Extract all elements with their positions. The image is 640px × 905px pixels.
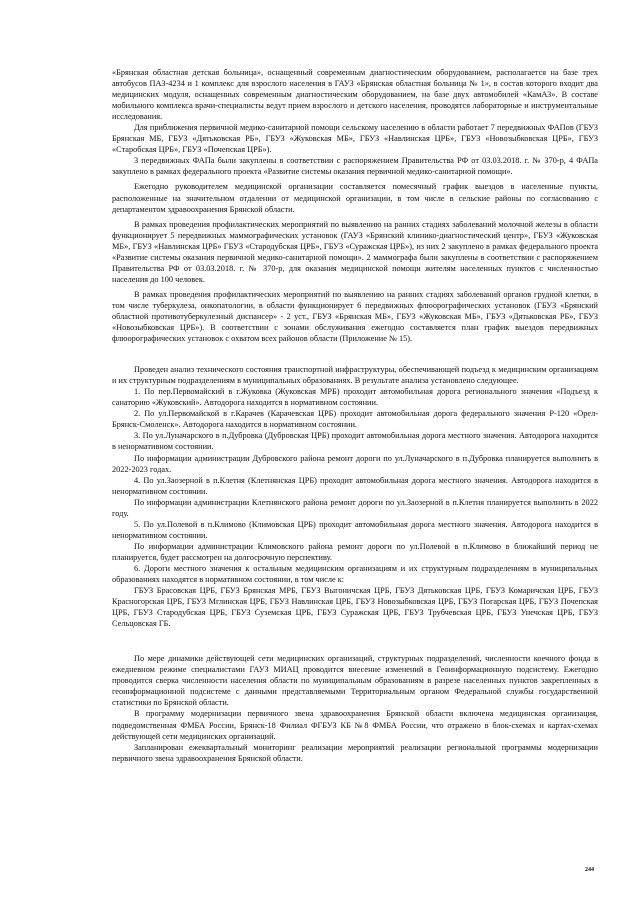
paragraph-visit-schedule: Ежегодно руководителем медицинской организации составляется помесячный график выездов в населенные пункты, расположенные на значительном отдалении от медицинской организации, в том числе в сельские районы по согласованию с департаментом здравоохранения Брянской области. bbox=[112, 182, 598, 214]
paragraph-organization-list: ГБУЗ Брасовская ЦРБ, ГБУЗ Брянская МРБ, ГБУЗ Выгоничская ЦРБ, ГБУЗ Дятьковская ЦРБ, ГБУЗ Комаричская ЦРБ, ГБУЗ Красногорская ЦРБ, ГБУЗ Мглинская ЦРБ, ГБУЗ Навлинская ЦРБ, ГБУЗ Новозыбковская ЦРБ, ГБУЗ Погарская ЦРБ, ГБУЗ Почепская ЦРБ, ГБУЗ Стародубская ЦРБ, ГБУЗ Суземская ЦРБ, ГБУЗ Суражская ЦРБ, ГБУЗ Трубчевская ЦРБ, ГБУЗ Унечская ЦРБ, ГБУЗ Сельцовская ГБ. bbox=[112, 586, 598, 629]
paragraph-other-roads: 6. Дороги местного значения к остальным медицинским организациям и их структурным подразделениям в муниципальных образованиях находятся в нормативном состоянии, в том числе к: bbox=[112, 563, 598, 585]
paragraph-kletnya-repair: По информации администрации Клетнянского района ремонт дороги по ул.Заозерной в п.Клетня планируется выполнить в 2022 году. bbox=[112, 497, 598, 518]
paragraph-geoinformation: По мере динамики действующей сети медицинских организаций, структурных подразделений, численности коечного фонда в ежедневном режиме специалистами ГАУЗ МИАЦ проводится внесение изменений в Геоинформационную подсистему. Ежегодно проводится сверка численности населения области по муниципальным образованиям в разрезе населенных пунктов закрепленных в геоинформационной подсистеме с данными представляемыми Территориальным органом Федеральной службы государственной статистики по Брянской области. bbox=[112, 654, 598, 708]
paragraph-road-kletnya: 4. По ул.Заозерной в п.Клетня (Клетнянская ЦРБ) проходит автомобильная дорога местного значения. Автодорога находится в ненормативном состоянии. bbox=[112, 475, 598, 496]
paragraph-fap-purchase: 3 передвижных ФАПа были закуплены в соответствии с распоряжением Правительства РФ от 03.03.2018. г. № 370-р, 4 ФАПа закуплено в рамках федерального проекта «Развитие системы оказания первичной медико-санитарной помощи». bbox=[112, 156, 598, 177]
paragraph-transport-analysis: Проведен анализ технического состояния транспортной инфраструктуры, обеспечивающей подъезд к медицинским организациям и их структурным подразделениям в муниципальных образованиях. В результате анализа установлено следующее. bbox=[112, 365, 598, 386]
paragraph-klimovo-repair: По информации администрации Климовского района ремонт дороги по ул.Полевой в п.Климово в ближайший период не планируется, будет рассмотрен на долгосрочную перспективу. bbox=[112, 541, 598, 562]
paragraph-road-karachev: 2. По ул.Первомайской в г.Карачев (Карачевская ЦРБ) проходит автомобильная дорога федерального значения Р-120 «Орел-Брянск-Смоленск». Автодорога находится в нормативном состоянии. bbox=[112, 409, 598, 430]
paragraph-fluorography: В рамках проведения профилактических мероприятий по выявлению на ранних стадиях заболеваний органов грудной клетки, в том числе туберкулеза, онкопатологии, в области функционирует 6 передвижных флюорографических установок (ГБУЗ «Брянский областной противотуберкулезный диспансер» - 2 уст., ГБУЗ «Брянская МБ», ГБУЗ «Жуковская МБ», ГБУЗ «Дятьковская РБ», ГБУЗ «Новозыбковская ЦРБ»). В соответствии с зонами обслуживания ежегодно составляется план график выездов передвижных флюорографических установок с охватом всех районов области (Приложение № 15). bbox=[112, 289, 598, 344]
paragraph-road-dubrovka: 3. По ул.Луначарского в п.Дубровка (Дубровская ЦРБ) проходит автомобильная дорога местного значения. Автодорога находится в ненормативном состоянии. bbox=[112, 431, 598, 452]
paragraph-road-klimovo: 5. По ул.Полевой в п.Климово (Климовская ЦРБ) проходит автомобильная дорога местного значения. Автодорога находится в ненормативном состоянии. bbox=[112, 519, 598, 540]
paragraph-road-zhukovka: 1. По пер.Первомайский в г.Жуковка (Жуковская МРБ) проходит автомобильная дорога регионального значения «Подъезд к санаторию «Жуковский». Автодорога находится в нормативном состоянии. bbox=[112, 387, 598, 408]
paragraph-mobile-fap: Для приближения первичной медико-санитарной помощи сельскому населению в области работает 7 передвижных ФАПов (ГБУЗ Брянская МБ, ГБУЗ «Дятьковская РБ», ГБУЗ «Жуковская МБ», ГБУЗ «Навлинская ЦРБ», ГБУЗ «Новозыбковская ЦРБ», ГБУЗ «Старобская ЦРБ», ГБУЗ «Почепская ЦРБ»). bbox=[112, 123, 598, 155]
document-body bbox=[112, 67, 598, 764]
page-number: 244 bbox=[585, 867, 594, 873]
paragraph-mammography: В рамках проведения профилактических мероприятий по выявлению на ранних стадиях заболеваний молочной железы в области функционирует 5 передвижных маммографических установок (ГАУЗ «Брянский клинико-диагностический центр», ГБУЗ «Жуковская МБ», ГБУЗ «Навлинская ЦРБ» ГБУЗ «Стародубская ЦРБ», ГБУЗ «Суражская ЦРБ»), из них 2 закуплено в рамках федерального проекта «Развитие системы оказания первичной медико-санитарной помощи». 2 маммографа были закуплены в соответствии с распоряжением Правительства РФ от 03.03.2018. г. № 370-р, для оказания медицинской помощи жителям населенных пунктов с численностью населения до 100 человек. bbox=[112, 219, 598, 284]
paragraph-mobile-complex: «Брянская областная детская больница», оснащенный современным диагностическим оборудованием, располагается на базе трех автобусов ПАЗ-4234 и 1 комплекс для взрослого населения в ГАУЗ «Брянская областная больница № 1», в состав которого входит два медицинских модуля, оснащенных современным диагностическим оборудованием, на базе двух автомобилей «КамАЗ». В составе мобильного комплекса врачи-специалисты ведут прием взрослого и детского населения, проводятся лабораторные и инструментальные исследования. bbox=[112, 68, 598, 122]
paragraph-modernization: В программу модернизации первичного звена здравоохранения Брянской области включена медицинская организация, подведомственная ФМБА России, Брянск-18 Филиал ФГБУЗ КБ №8 ФМБА России, что отражено в блок-схемах и картах-схемах действующей сети медицинских организаций. bbox=[112, 709, 598, 741]
paragraph-monitoring: Запланирован ежеквартальный мониторинг реализации мероприятий реализации региональной программы модернизации первичного звена здравоохранения Брянской области. bbox=[112, 742, 598, 763]
paragraph-dubrovka-repair: По информации администрации Дубровского района ремонт дороги по ул.Луначарского в п.Дубровка планируется выполнить в 2022-2023 годах. bbox=[112, 453, 598, 474]
